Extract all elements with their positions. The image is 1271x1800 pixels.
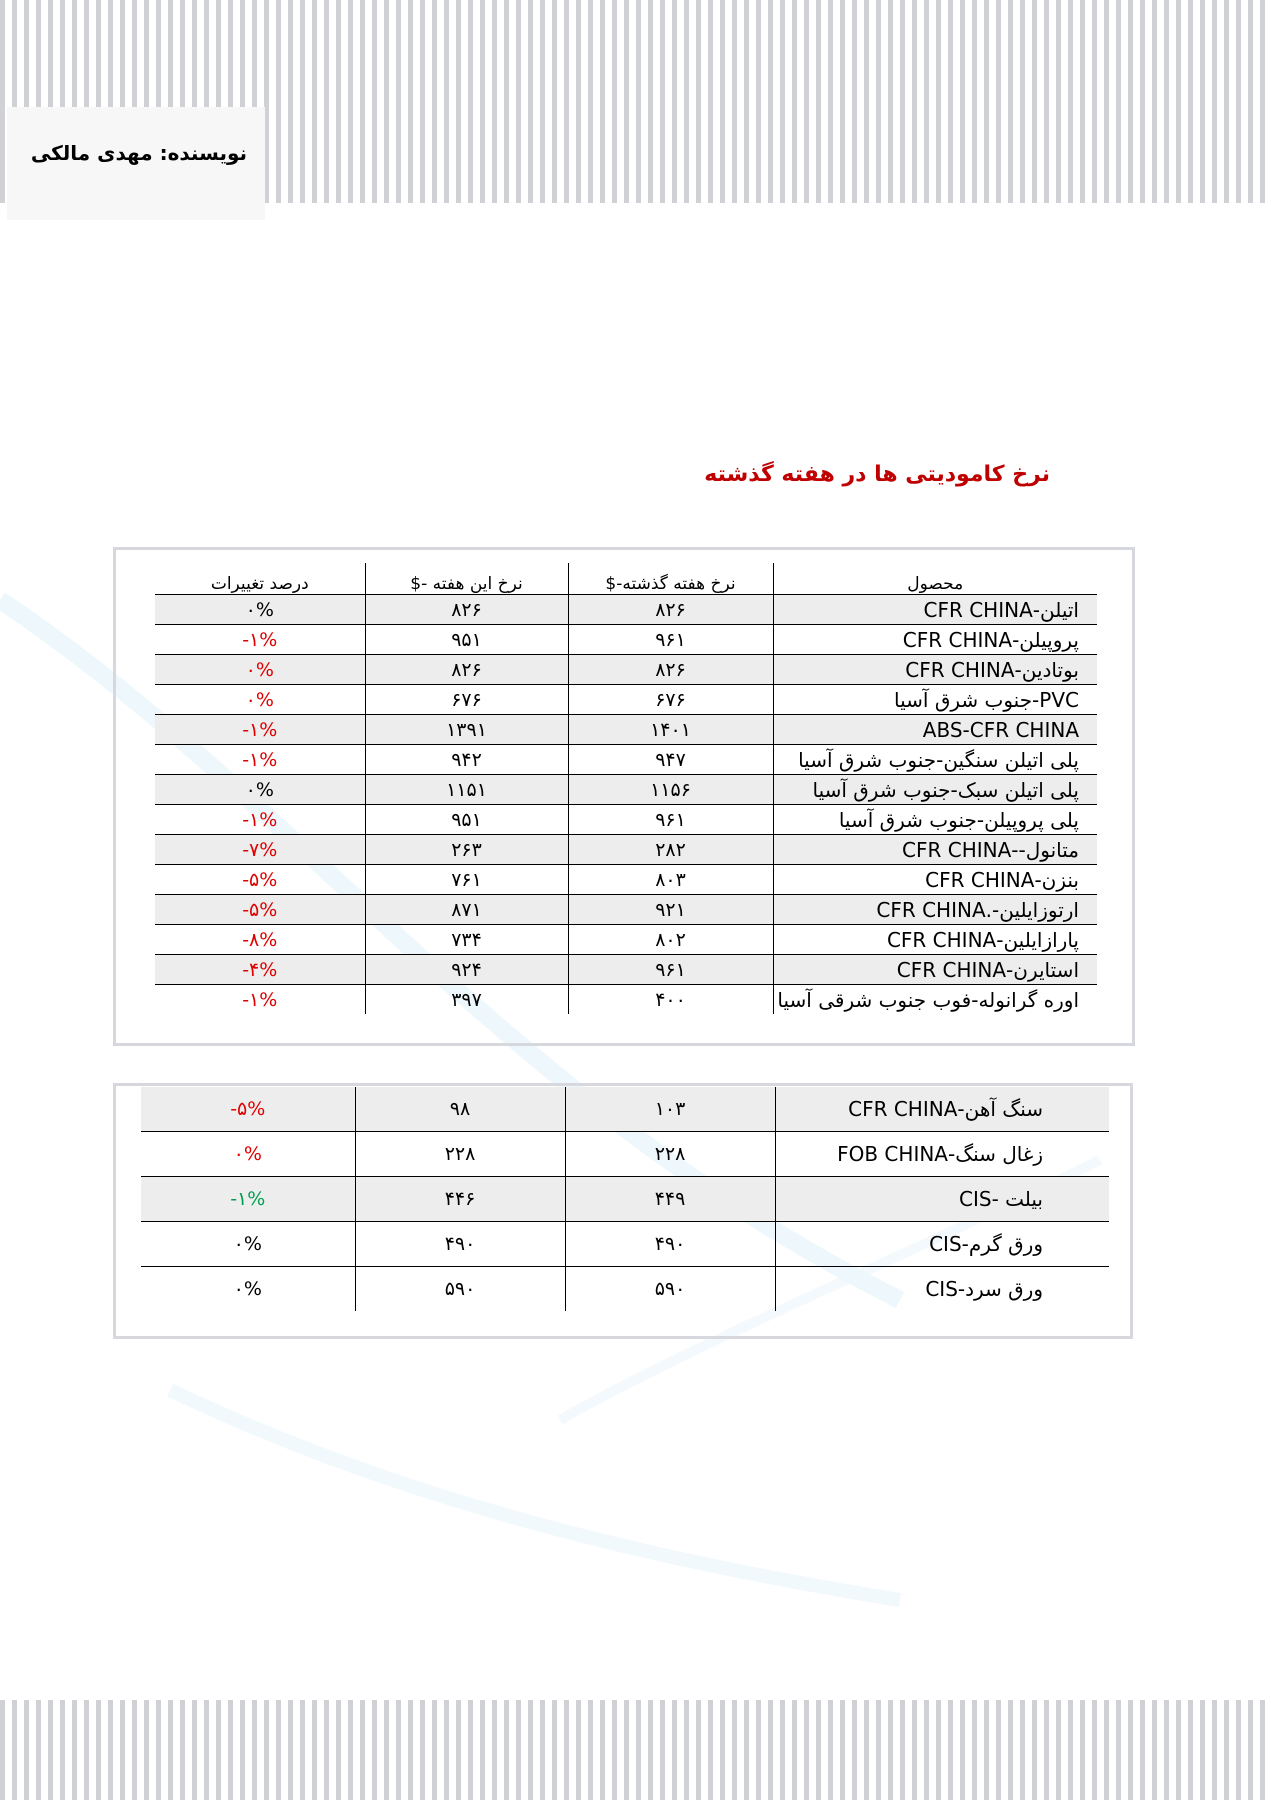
last-week-cell: ۸۰۲ — [568, 925, 773, 955]
this-week-cell: ۷۳۴ — [365, 925, 568, 955]
last-week-cell: ۸۲۶ — [568, 655, 773, 685]
header-change: درصد تغییرات — [155, 563, 365, 595]
commodity-rates-table — [155, 563, 1097, 1014]
product-cell: پلی اتیلن سبک-جنوب شرق آسیا — [773, 775, 1097, 805]
table-row — [155, 925, 1097, 955]
product-cell: PVC-جنوب شرق آسیا — [773, 685, 1097, 715]
this-week-cell: ۹۸ — [355, 1087, 565, 1132]
product-cell: ورق گرم-CIS — [775, 1222, 1109, 1267]
change-cell: ۰% — [155, 685, 365, 715]
author-name: نویسنده: مهدی مالکی — [30, 141, 247, 165]
table-row — [155, 805, 1097, 835]
table-header-row — [155, 563, 1097, 595]
header-product: محصول — [773, 563, 1097, 595]
change-cell: -۱% — [242, 988, 278, 1011]
header-last-week: نرخ هفته گذشته-$ — [568, 563, 773, 595]
table-row — [155, 715, 1097, 745]
product-cell: سنگ آهن-CFR CHINA — [775, 1087, 1109, 1132]
last-week-cell: ۱۴۰۱ — [568, 715, 773, 745]
change-cell: -۱% — [141, 1177, 355, 1222]
last-week-cell: ۱۰۳ — [565, 1087, 775, 1132]
this-week-cell: ۴۹۰ — [355, 1222, 565, 1267]
product-cell: ارتوزایلین-.CFR CHINA — [773, 895, 1097, 925]
last-week-cell: ۶۷۶ — [568, 685, 773, 715]
product-cell: بنزن-CFR CHINA — [773, 865, 1097, 895]
table-row — [155, 835, 1097, 865]
change-cell: -۵% — [141, 1087, 355, 1132]
product-cell: زغال سنگ-FOB CHINA — [775, 1132, 1109, 1177]
this-week-cell: ۸۲۶ — [365, 595, 568, 625]
change-cell: -۱% — [155, 715, 365, 745]
change-cell: -۷% — [155, 835, 365, 865]
change-cell: -۸% — [155, 925, 365, 955]
change-cell: -۵% — [155, 895, 365, 925]
table-row — [155, 955, 1097, 985]
table-row — [155, 985, 1097, 1015]
change-cell: ۰% — [141, 1132, 355, 1177]
change-cell: ۰% — [155, 655, 365, 685]
last-week-cell: ۲۸۲ — [568, 835, 773, 865]
product-cell: بوتادین-CFR CHINA — [773, 655, 1097, 685]
product-cell: پلی پروپیلن-جنوب شرق آسیا — [773, 805, 1097, 835]
change-cell: -۵% — [155, 865, 365, 895]
this-week-cell: ۱۱۵۱ — [365, 775, 568, 805]
last-week-cell: ۴۹۰ — [565, 1222, 775, 1267]
last-week-cell: ۹۶۱ — [568, 625, 773, 655]
this-week-cell: ۹۵۱ — [365, 625, 568, 655]
header-this-week: نرخ این هفته -$ — [365, 563, 568, 595]
table-row — [155, 895, 1097, 925]
product-cell: پلی اتیلن سنگین-جنوب شرق آسیا — [773, 745, 1097, 775]
product-cell: اوره گرانوله-فوب جنوب شرقی آسیا — [773, 985, 1097, 1015]
product-cell: ورق سرد-CIS — [775, 1267, 1109, 1312]
last-week-cell: ۱۱۵۶ — [568, 775, 773, 805]
metals-rates-table — [141, 1087, 1109, 1311]
table-row — [141, 1132, 1109, 1177]
this-week-cell: ۹۲۴ — [365, 955, 568, 985]
table-row — [155, 745, 1097, 775]
last-week-cell: ۴۴۹ — [565, 1177, 775, 1222]
change-cell: ۰% — [141, 1222, 355, 1267]
change-cell: -۱% — [155, 745, 365, 775]
last-week-cell: ۸۲۶ — [568, 595, 773, 625]
this-week-cell: ۸۲۶ — [365, 655, 568, 685]
last-week-cell: ۲۲۸ — [565, 1132, 775, 1177]
change-cell: -۱% — [155, 805, 365, 835]
section-title: نرخ کامودیتی ها در هفته گذشته — [704, 462, 1050, 487]
product-cell: متانول--CFR CHINA — [773, 835, 1097, 865]
last-week-cell: ۹۴۷ — [568, 745, 773, 775]
table-row — [155, 595, 1097, 625]
last-week-cell: ۴۰۰ — [568, 985, 773, 1015]
author-box — [7, 107, 265, 220]
change-cell: -۱% — [155, 625, 365, 655]
change-cell: ۰% — [233, 1278, 262, 1300]
last-week-cell: ۹۲۱ — [568, 895, 773, 925]
this-week-cell: ۸۷۱ — [365, 895, 568, 925]
last-week-cell: ۸۰۳ — [568, 865, 773, 895]
table-row — [141, 1267, 1109, 1312]
table-row — [155, 775, 1097, 805]
this-week-cell: ۹۵۱ — [365, 805, 568, 835]
product-cell: اتیلن-CFR CHINA — [773, 595, 1097, 625]
product-cell: استایرن-CFR CHINA — [773, 955, 1097, 985]
product-cell: پارازایلین-CFR CHINA — [773, 925, 1097, 955]
table-row — [155, 685, 1097, 715]
last-week-cell: ۵۹۰ — [565, 1267, 775, 1312]
this-week-cell: ۴۴۶ — [355, 1177, 565, 1222]
last-week-cell: ۹۶۱ — [568, 955, 773, 985]
table-row — [141, 1222, 1109, 1267]
this-week-cell: ۹۴۲ — [365, 745, 568, 775]
table-row — [155, 865, 1097, 895]
product-cell: بیلت -CIS — [775, 1177, 1109, 1222]
change-cell: -۴% — [155, 955, 365, 985]
table-row — [155, 655, 1097, 685]
table-row — [141, 1087, 1109, 1132]
this-week-cell: ۳۹۷ — [365, 985, 568, 1015]
table-row — [155, 625, 1097, 655]
table-row — [141, 1177, 1109, 1222]
this-week-cell: ۱۳۹۱ — [365, 715, 568, 745]
this-week-cell: ۲۲۸ — [355, 1132, 565, 1177]
product-cell: پروپیلن-CFR CHINA — [773, 625, 1097, 655]
this-week-cell: ۷۶۱ — [365, 865, 568, 895]
change-cell: ۰% — [155, 775, 365, 805]
product-cell: ABS-CFR CHINA — [773, 715, 1097, 745]
this-week-cell: ۲۶۳ — [365, 835, 568, 865]
this-week-cell: ۵۹۰ — [355, 1267, 565, 1312]
bottom-stripe-band — [0, 1700, 1271, 1800]
last-week-cell: ۹۶۱ — [568, 805, 773, 835]
change-cell: ۰% — [155, 595, 365, 625]
this-week-cell: ۶۷۶ — [365, 685, 568, 715]
